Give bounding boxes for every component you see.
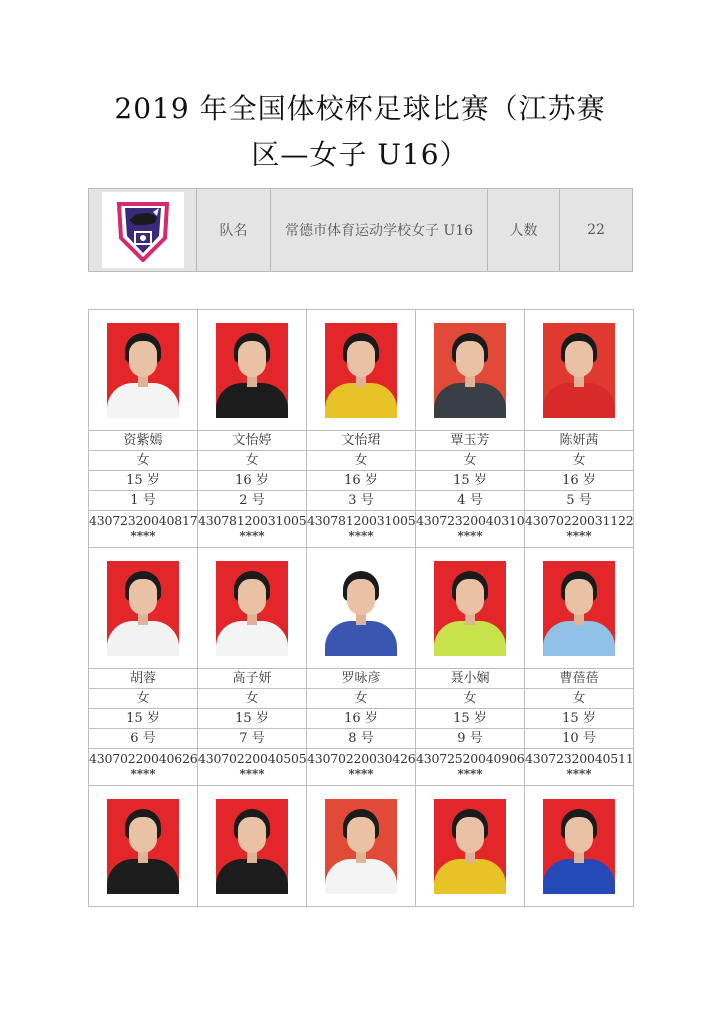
team-info-table xyxy=(88,188,633,272)
player-photo xyxy=(216,323,288,418)
name-row xyxy=(89,431,634,451)
player-photo-cell xyxy=(416,786,525,907)
player-id-mask: **** xyxy=(416,529,525,548)
player-age: 16 岁 xyxy=(198,471,307,491)
player-id: 43078120031005 xyxy=(307,511,416,530)
player-gender: 女 xyxy=(525,451,634,471)
player-photo-cell xyxy=(307,786,416,907)
gender-row xyxy=(89,451,634,471)
player-photo-cell xyxy=(198,786,307,907)
age-row xyxy=(89,709,634,729)
player-photo xyxy=(216,561,288,656)
player-id-mask: **** xyxy=(198,767,307,786)
player-age: 15 岁 xyxy=(89,709,198,729)
player-number: 8 号 xyxy=(307,729,416,749)
player-photo xyxy=(543,799,615,894)
player-name: 文怡珺 xyxy=(307,431,416,451)
player-number: 3 号 xyxy=(307,491,416,511)
player-age: 15 岁 xyxy=(416,709,525,729)
id-mask-row xyxy=(89,529,634,548)
photo-row xyxy=(89,310,634,431)
player-age: 15 岁 xyxy=(416,471,525,491)
team-count-label: 人数 xyxy=(488,189,560,272)
player-photo-cell xyxy=(416,310,525,431)
player-age: 16 岁 xyxy=(525,471,634,491)
number-row xyxy=(89,729,634,749)
player-number: 4 号 xyxy=(416,491,525,511)
page-title xyxy=(60,86,660,178)
player-gender: 女 xyxy=(307,689,416,709)
player-name: 聂小娴 xyxy=(416,669,525,689)
player-id: 43070220031122 xyxy=(525,511,634,530)
team-crest-icon xyxy=(115,198,171,262)
player-number: 9 号 xyxy=(416,729,525,749)
age-row xyxy=(89,471,634,491)
player-photo xyxy=(216,799,288,894)
number-row xyxy=(89,491,634,511)
id-row xyxy=(89,511,634,530)
player-photo xyxy=(107,323,179,418)
player-id-mask: **** xyxy=(416,767,525,786)
player-id: 43072320040511 xyxy=(525,749,634,768)
player-photo xyxy=(325,323,397,418)
player-name: 高子妍 xyxy=(198,669,307,689)
player-id: 43072320040817 xyxy=(89,511,198,530)
team-name-label: 队名 xyxy=(197,189,271,272)
team-logo-cell xyxy=(89,189,197,272)
player-number: 1 号 xyxy=(89,491,198,511)
player-photo-cell xyxy=(198,548,307,669)
player-photo xyxy=(325,799,397,894)
gender-row xyxy=(89,689,634,709)
player-roster-table xyxy=(88,309,634,907)
player-photo-cell xyxy=(89,548,198,669)
player-gender: 女 xyxy=(307,451,416,471)
player-photo-cell xyxy=(89,786,198,907)
photo-row xyxy=(89,548,634,669)
player-gender: 女 xyxy=(198,451,307,471)
player-id: 43070220040626 xyxy=(89,749,198,768)
id-row xyxy=(89,749,634,768)
player-number: 10 号 xyxy=(525,729,634,749)
player-name: 罗咏彦 xyxy=(307,669,416,689)
player-name: 胡蓉 xyxy=(89,669,198,689)
player-photo xyxy=(107,561,179,656)
title-line-2: 区—女子 U16） xyxy=(251,138,469,171)
player-name: 资紫嫣 xyxy=(89,431,198,451)
player-photo xyxy=(434,323,506,418)
player-photo-cell xyxy=(89,310,198,431)
player-id-mask: **** xyxy=(307,767,416,786)
photo-row xyxy=(89,786,634,907)
player-name: 覃玉芳 xyxy=(416,431,525,451)
player-id-mask: **** xyxy=(89,529,198,548)
player-photo xyxy=(543,561,615,656)
player-name: 文怡婷 xyxy=(198,431,307,451)
player-number: 5 号 xyxy=(525,491,634,511)
player-id-mask: **** xyxy=(525,529,634,548)
player-name: 陈妍茜 xyxy=(525,431,634,451)
player-name: 曹蓓蓓 xyxy=(525,669,634,689)
player-gender: 女 xyxy=(89,689,198,709)
player-photo xyxy=(543,323,615,418)
player-id: 43070220040505 xyxy=(198,749,307,768)
player-photo-cell xyxy=(525,310,634,431)
player-photo-cell xyxy=(525,786,634,907)
player-age: 15 岁 xyxy=(525,709,634,729)
player-age: 15 岁 xyxy=(89,471,198,491)
player-id-mask: **** xyxy=(525,767,634,786)
player-photo xyxy=(325,561,397,656)
player-gender: 女 xyxy=(198,689,307,709)
player-gender: 女 xyxy=(416,451,525,471)
title-line-1: 2019 年全国体校杯足球比赛（江苏赛 xyxy=(114,92,606,125)
player-id-mask: **** xyxy=(89,767,198,786)
player-id-mask: **** xyxy=(307,529,416,548)
player-id: 43078120031005 xyxy=(198,511,307,530)
player-photo-cell xyxy=(307,548,416,669)
player-age: 16 岁 xyxy=(307,709,416,729)
player-photo-cell xyxy=(307,310,416,431)
player-id: 43070220030426 xyxy=(307,749,416,768)
player-age: 15 岁 xyxy=(198,709,307,729)
player-id-mask: **** xyxy=(198,529,307,548)
player-photo-cell xyxy=(198,310,307,431)
player-id: 43072320040310 xyxy=(416,511,525,530)
player-number: 2 号 xyxy=(198,491,307,511)
team-count-value: 22 xyxy=(560,189,633,272)
player-gender: 女 xyxy=(525,689,634,709)
player-photo xyxy=(434,799,506,894)
team-name-value: 常德市体育运动学校女子 U16 xyxy=(271,189,488,272)
player-photo xyxy=(434,561,506,656)
player-photo-cell xyxy=(525,548,634,669)
player-photo xyxy=(107,799,179,894)
player-gender: 女 xyxy=(89,451,198,471)
player-number: 7 号 xyxy=(198,729,307,749)
player-id: 43072520040906 xyxy=(416,749,525,768)
player-photo-cell xyxy=(416,548,525,669)
team-logo xyxy=(102,192,184,268)
player-age: 16 岁 xyxy=(307,471,416,491)
id-mask-row xyxy=(89,767,634,786)
name-row xyxy=(89,669,634,689)
player-number: 6 号 xyxy=(89,729,198,749)
player-gender: 女 xyxy=(416,689,525,709)
